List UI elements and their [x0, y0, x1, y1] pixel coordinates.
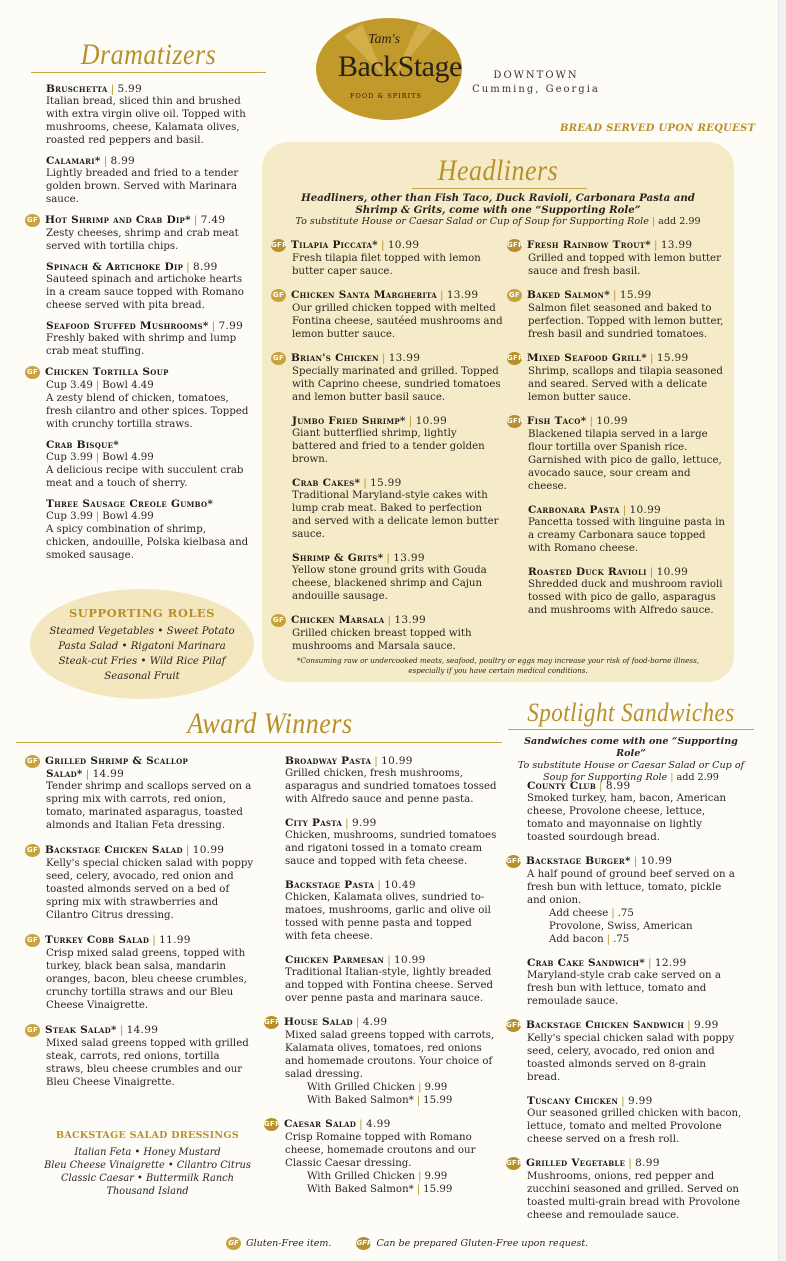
- menu-item-price: 10.99: [656, 566, 689, 578]
- menu-item-name: Bruschetta: [46, 83, 108, 95]
- menu-item-price: 7.99: [218, 320, 244, 332]
- menu-item-name: Crab Cake Sandwich*: [527, 957, 646, 969]
- menu-item-heading: GF Chicken Santa Margherita | 13.99: [272, 289, 479, 301]
- menu-item-description: Shredded duck and mushroom ravioli tossed with pico de gallo, asparagus and mushrooms with Alfredo sauce.: [528, 579, 723, 616]
- cup-price: Cup 3.49: [46, 380, 93, 391]
- legend-gf: Gluten-Free item.: [246, 1238, 332, 1249]
- award-left-list: [26, 755, 256, 1101]
- menu-item-name: Grilled Shrimp & Scallop Salad*: [45, 755, 189, 780]
- menu-item: [507, 352, 728, 404]
- gf-badge-icon: GF: [25, 1024, 40, 1037]
- addon-label: With Baked Salmon*: [307, 1184, 414, 1195]
- menu-item-name: Spinach & Artichoke Dip: [46, 261, 184, 273]
- menu-item-heading: Calamari* | 8.99: [46, 155, 136, 167]
- menu-item: [26, 934, 256, 1012]
- menu-item-price: 7.49: [200, 214, 226, 226]
- menu-item: [506, 855, 742, 946]
- menu-item: [46, 83, 251, 147]
- addon-price: .75: [613, 934, 630, 945]
- headliners-rule: [412, 188, 587, 189]
- sandwiches-rule: [508, 729, 754, 730]
- sandwiches-intro3-text: Soup for Supporting Role: [543, 772, 668, 783]
- menu-item-price: 9.99: [693, 1019, 719, 1031]
- menu-item: [272, 352, 504, 404]
- menu-item-name: Three Sausage Creole Gumbo*: [46, 498, 214, 510]
- menu-item-addon: With Baked Salmon* | 15.99: [307, 1095, 453, 1106]
- menu-item-addon: Add bacon | .75: [549, 934, 630, 945]
- menu-item: [26, 755, 256, 832]
- menu-item-name: Caesar Salad: [284, 1118, 357, 1130]
- menu-item-price: 10.99: [629, 504, 662, 516]
- menu-item: [46, 261, 251, 312]
- menu-item-name: Backstage Burger*: [526, 855, 631, 867]
- menu-item-price: 9.99: [628, 1095, 653, 1107]
- dressings-title: BACKSTAGE SALAD DRESSINGS: [56, 1130, 239, 1141]
- menu-item-heading: GF Steak Salad* | 14.99: [26, 1024, 159, 1036]
- menu-item: [292, 415, 504, 466]
- dramatizers-title: Dramatizers: [80, 37, 217, 72]
- addon-label: Add bacon: [549, 934, 604, 945]
- menu-item-description: Fresh tilapia filet topped with lemon butter caper sauce.: [292, 253, 481, 277]
- headliners-intro3-text: To substitute House or Caesar Salad or Cup of Soup for Supporting Role: [295, 216, 649, 227]
- menu-item-price: 14.99: [92, 768, 125, 780]
- menu-item-price: 10.99: [596, 415, 628, 427]
- gfr-badge-icon: GFR: [507, 352, 522, 365]
- menu-item-heading: GF Backstage Chicken Salad | 10.99: [26, 844, 225, 856]
- role-line: Steak-cut Fries • Wild Rice Pilaf: [58, 656, 226, 667]
- menu-item: [528, 566, 728, 617]
- menu-item-heading: GF Hot Shrimp and Crab Dip* | 7.49: [26, 214, 226, 226]
- menu-item-price: 13.99: [393, 552, 425, 564]
- menu-item-price: 10.99: [387, 239, 420, 251]
- gfr-badge-icon: GFR: [507, 239, 522, 252]
- warning-line1: *Consuming raw or undercooked meats, seafood, poultry or eggs may increase your risk of food-borne illness,: [296, 656, 700, 665]
- addon-label: Add cheese: [549, 908, 609, 919]
- menu-item-description: Our seasoned grilled chicken with bacon, lettuce, tomato and melted Provolone cheese served on a fresh roll.: [527, 1108, 742, 1145]
- menu-item-description: Mushrooms, onions, red pepper and zucchini seasoned and grilled. Served on toasted multi-grain bread with Provolone cheese and remoulade sauce.: [527, 1171, 741, 1221]
- headliners-intro3-price: add 2.99: [658, 216, 701, 227]
- menu-item-heading: County Club | 8.99: [527, 780, 631, 792]
- menu-item: [46, 439, 251, 490]
- addon-label: Provolone, Swiss, American: [549, 921, 693, 932]
- dressing-line: Italian Feta • Honey Mustard: [74, 1147, 221, 1158]
- menu-item-description: Mixed salad greens topped with grilled steak, carrots, red onions, tortilla straws, bleu cheese crumbles and our Bleu Cheese Vinaigrette.: [46, 1038, 249, 1088]
- award-winners-title-wrap: [150, 706, 390, 741]
- menu-item-heading: Broadway Pasta | 10.99: [285, 755, 413, 767]
- cup-bowl-prices: Cup 3.49 | Bowl 4.49: [46, 380, 154, 391]
- bread-note: BREAD SERVED UPON REQUEST: [560, 123, 756, 134]
- menu-item: [507, 239, 728, 278]
- menu-item-price: 10.99: [415, 415, 448, 427]
- menu-item-heading: GFR Backstage Chicken Sandwich | 9.99: [506, 1019, 719, 1031]
- menu-item: [26, 366, 251, 431]
- award-right-list: [264, 755, 497, 1207]
- gf-badge-icon: GF: [226, 1237, 241, 1250]
- menu-item-name: Turkey Cobb Salad: [45, 934, 150, 946]
- menu-item-heading: GFR Fresh Rainbow Trout* | 13.99: [507, 239, 693, 251]
- gf-badge-icon: GF: [25, 934, 40, 947]
- menu-item-price: 14.99: [126, 1024, 159, 1036]
- menu-item-description: Crisp Romaine topped with Romano cheese, homemade croutons and our Classic Caesar dressing.: [285, 1132, 476, 1169]
- menu-item: [528, 504, 728, 555]
- menu-item-name: Crab Cakes*: [292, 477, 361, 489]
- menu-item-heading: GFR Tilapia Piccata* | 10.99: [271, 239, 420, 251]
- dressing-line: Thousand Island: [106, 1186, 189, 1197]
- cup-price: Cup 3.99: [46, 452, 93, 463]
- menu-item-price: 4.99: [365, 1118, 391, 1130]
- menu-item-name: Calamari*: [46, 155, 101, 167]
- addon-label: With Grilled Chicken: [307, 1082, 416, 1093]
- menu-item-heading: GF Turkey Cobb Salad | 11.99: [26, 934, 191, 946]
- menu-item-heading: [46, 439, 251, 451]
- gf-badge-icon: GF: [271, 352, 286, 365]
- gfr-badge-icon: GFR: [264, 1016, 279, 1029]
- menu-item-description: Traditional Italian-style, lightly breaded and topped with Fontina cheese. Served over penne pasta and marinara sauce.: [285, 967, 493, 1004]
- menu-item: [527, 1095, 742, 1146]
- gf-badge-icon: GF: [271, 614, 286, 627]
- menu-item-heading: Spinach & Artichoke Dip | 8.99: [46, 261, 218, 273]
- gfr-badge-icon: GFR: [506, 1157, 521, 1170]
- menu-item-heading: Bruschetta | 5.99: [46, 83, 143, 95]
- menu-item-description: Mixed salad greens topped with carrots, Kalamata olives, tomatoes, red onions and homemade croutons. Your choice of salad dressing.: [285, 1030, 495, 1080]
- gfr-badge-icon: GFR: [356, 1237, 371, 1250]
- menu-item-price: 13.99: [388, 352, 421, 364]
- menu-item-name: Fish Taco*: [527, 415, 587, 427]
- menu-item-heading: [46, 498, 251, 510]
- sandwiches-list: [506, 780, 742, 1233]
- sandwiches-intro3: Soup for Supporting Role | add 2.99: [543, 772, 719, 783]
- menu-item: [285, 817, 497, 868]
- menu-item-heading: GF Chicken Marsala | 13.99: [272, 614, 426, 626]
- menu-item-name: Backstage Chicken Sandwich: [526, 1019, 685, 1031]
- menu-item-name: Backstage Pasta: [285, 879, 375, 891]
- menu-item-heading: Crab Cakes* | 15.99: [292, 477, 402, 489]
- menu-item-heading: Roasted Duck Ravioli | 10.99: [528, 566, 689, 578]
- menu-item-heading: GF Baked Salmon* | 15.99: [508, 289, 652, 301]
- addon-price: 15.99: [423, 1095, 453, 1106]
- menu-item: [508, 289, 728, 341]
- menu-item: [264, 1118, 497, 1196]
- sandwiches-intro3-price: add 2.99: [676, 772, 719, 783]
- menu-item-price: 10.49: [384, 879, 416, 891]
- menu-item-name: Carbonara Pasta: [528, 504, 620, 516]
- bowl-price: Bowl 4.49: [102, 380, 154, 391]
- cup-price: Cup 3.99: [46, 511, 93, 522]
- menu-item-description: Grilled chicken breast topped with mushrooms and Marsala sauce.: [292, 628, 472, 652]
- bowl-price: Bowl 4.99: [102, 511, 154, 522]
- menu-item-name: Crab Bisque*: [46, 439, 120, 451]
- menu-item-heading: GF Grilled Shrimp & Scallop Salad* | 14.99: [26, 755, 189, 780]
- menu-item-description: Freshly baked with shrimp and lump crab meat stuffing.: [46, 333, 237, 357]
- menu-item-description: Shrimp, scallops and tilapia seasoned and seared. Served with a delicate lemon butter sauce.: [528, 366, 723, 403]
- menu-item-description: Smoked turkey, ham, bacon, American cheese, Provolone cheese, lettuce, tomato and mayonnaise on lightly toasted sourdough bread.: [527, 793, 727, 843]
- menu-item-heading: Backstage Pasta | 10.49: [285, 879, 416, 891]
- dressings-list: [40, 1146, 255, 1198]
- menu-item: [285, 879, 497, 943]
- menu-item-name: Grilled Vegetable: [526, 1157, 626, 1169]
- role-line: Seasonal Fruit: [104, 671, 180, 682]
- menu-item-heading: GFR House Salad | 4.99: [264, 1016, 388, 1028]
- menu-item-heading: Seafood Stuffed Mushrooms* | 7.99: [46, 320, 244, 332]
- gf-badge-icon: GF: [25, 844, 40, 857]
- menu-item-price: 8.99: [605, 780, 631, 792]
- headliners-left-list: [271, 239, 504, 664]
- menu-item-description: A zesty blend of chicken, tomatoes, fresh cilantro and other spices. Topped with crunchy tortilla straws.: [46, 393, 249, 430]
- menu-item-price: 10.99: [394, 954, 426, 966]
- menu-item-name: Chicken Parmesan: [285, 954, 385, 966]
- menu-item-description: Crisp mixed salad greens, topped with turkey, black bean salsa, mandarin oranges, bacon, bleu cheese crumbles, crunchy tortilla straws and our Bleu Cheese Vinaigrette.: [46, 948, 247, 1011]
- menu-item-price: 8.99: [110, 155, 136, 167]
- menu-item-price: 8.99: [635, 1157, 660, 1169]
- menu-item-description: Zesty cheeses, shrimp and crab meat served with tortilla chips.: [46, 228, 239, 252]
- menu-item-description: Specially marinated and grilled. Topped with Caprino cheese, sundried tomatoes and lemon butter basil sauce.: [292, 366, 501, 403]
- gf-badge-icon: GF: [25, 366, 40, 379]
- menu-item-price: 13.99: [394, 614, 426, 626]
- addon-price: 9.99: [424, 1082, 448, 1093]
- menu-item: [26, 1024, 256, 1089]
- dramatizers-list: [26, 83, 251, 562]
- menu-item: [292, 477, 504, 541]
- role-line: Pasta Salad • Rigatoni Marinara: [58, 641, 226, 652]
- menu-item-name: Broadway Pasta: [285, 755, 372, 767]
- menu-item-heading: GFR Mixed Seafood Grill* | 15.99: [507, 352, 689, 364]
- menu-item-addon: [527, 920, 742, 933]
- legend: [226, 1237, 606, 1250]
- menu-item-price: 9.99: [351, 817, 377, 829]
- menu-item: [506, 1019, 742, 1084]
- menu-item-name: City Pasta: [285, 817, 343, 829]
- menu-item: [272, 614, 504, 653]
- menu-item: [264, 1016, 497, 1107]
- menu-item-name: Mixed Seafood Grill*: [527, 352, 648, 364]
- headliners-warning: [272, 656, 724, 676]
- menu-item-description: Maryland-style crab cake served on a fresh bun with lettuce, tomato and remoulade sauce.: [527, 970, 721, 1007]
- menu-item-price: 15.99: [619, 289, 652, 301]
- menu-item-name: Fresh Rainbow Trout*: [527, 239, 651, 251]
- menu-item-description: Italian bread, sliced thin and brushed with extra virgin olive oil. Topped with mushrooms, cheese, Kalamata olives, roasted red peppers and basil.: [46, 96, 246, 146]
- menu-item-name: House Salad: [284, 1016, 353, 1028]
- role-line: Steamed Vegetables • Sweet Potato: [49, 626, 235, 637]
- menu-item-name: Backstage Chicken Salad: [45, 844, 183, 856]
- menu-item: [26, 214, 251, 253]
- menu-item-description: Yellow stone ground grits with Gouda cheese, blackened shrimp and Cajun andouille sausage.: [292, 565, 487, 602]
- menu-item: [507, 415, 728, 493]
- menu-item: [26, 844, 256, 922]
- gfr-badge-icon: GFR: [506, 855, 521, 868]
- menu-item: [292, 552, 504, 603]
- salad-dressings: [40, 1130, 255, 1198]
- gf-badge-icon: GF: [25, 214, 40, 227]
- menu-item-price: 5.99: [117, 83, 143, 95]
- menu-item-price: 10.99: [381, 755, 413, 767]
- menu-item-price: 8.99: [193, 261, 218, 273]
- menu-item: [506, 1157, 742, 1222]
- gfr-badge-icon: GFR: [264, 1118, 279, 1131]
- menu-item-heading: [26, 366, 251, 379]
- menu-item-heading: Jumbo Fried Shrimp* | 10.99: [292, 415, 448, 427]
- cup-bowl-prices: Cup 3.99 | Bowl 4.99: [46, 452, 154, 463]
- menu-item: [285, 755, 497, 806]
- sandwiches-intro: [516, 736, 746, 784]
- menu-item-name: Tuscany Chicken: [527, 1095, 619, 1107]
- sandwiches-intro1: Sandwiches come with one “Supporting Role”: [524, 736, 738, 759]
- menu-item-price: 15.99: [370, 477, 402, 489]
- logo-main: BackStage: [338, 50, 462, 83]
- menu-item-name: Chicken Santa Margherita: [291, 289, 437, 301]
- sandwiches-intro2: To substitute House or Caesar Salad or Cup of: [517, 760, 745, 771]
- menu-item-addon: With Baked Salmon* | 15.99: [307, 1184, 453, 1195]
- menu-item: [527, 780, 742, 844]
- menu-item-name: Shrimp & Grits*: [292, 552, 384, 564]
- menu-item-name: Steak Salad*: [45, 1024, 117, 1036]
- headliners-intro: [282, 192, 714, 227]
- menu-item-price: 13.99: [446, 289, 479, 301]
- supporting-roles-list: [30, 624, 254, 684]
- menu-item-heading: Crab Cake Sandwich* | 12.99: [527, 957, 687, 969]
- menu-item-name: Roasted Duck Ravioli: [528, 566, 647, 578]
- menu-item-description: A half pound of ground beef served on a fresh bun with lettuce, tomato, pickle and onion.: [527, 869, 735, 906]
- menu-item-description: Pancetta tossed with linguine pasta in a creamy Carbonara sauce topped with Romano cheese.: [528, 517, 725, 554]
- headliners-section: [262, 142, 734, 682]
- menu-item-description: Blackened tilapia served in a large flour tortilla over Spanish rice. Garnished with pico de gallo, lettuce, avocado sauce, sour cream and cheese.: [528, 429, 722, 492]
- addon-label: With Baked Salmon*: [307, 1095, 414, 1106]
- scrollbar-track[interactable]: [778, 0, 786, 1261]
- menu-item: [46, 498, 251, 562]
- menu-item: [271, 239, 504, 278]
- menu-item-price: 4.99: [362, 1016, 388, 1028]
- menu-item-heading: GFR Caesar Salad | 4.99: [264, 1118, 391, 1130]
- menu-item-price: 11.99: [159, 934, 191, 946]
- menu-item: [46, 155, 251, 206]
- headliners-intro2: Shrimp & Grits, come with one “Supporting Role”: [355, 204, 641, 216]
- logo: [314, 16, 464, 122]
- menu-item-price: 12.99: [654, 957, 687, 969]
- supporting-roles-title: SUPPORTING ROLES: [68, 606, 215, 620]
- menu-item: [46, 320, 251, 358]
- menu-item-description: Sauteed spinach and artichoke hearts in a cream sauce topped with Romano cheese served with pita bread.: [46, 274, 244, 311]
- menu-item-name: Brian's Chicken: [291, 352, 379, 364]
- menu-item-description: Grilled and topped with lemon butter sauce and fresh basil.: [528, 253, 721, 277]
- gfr-badge-icon: GFR: [271, 239, 286, 252]
- menu-item-description: Salmon filet seasoned and baked to perfection. Topped with lemon butter, fresh basil and sundried tomatoes.: [528, 303, 724, 340]
- menu-item: [272, 289, 504, 341]
- menu-item-name: County Club: [527, 780, 597, 792]
- menu-item-description: Our grilled chicken topped with melted Fontina cheese, sautéed mushrooms and lemon butter sauce.: [292, 303, 503, 340]
- menu-item-name: Chicken Marsala: [291, 614, 385, 626]
- addon-price: 9.99: [424, 1171, 448, 1182]
- logo-tag: FOOD & SPIRITS: [350, 92, 422, 100]
- menu-item-name: Seafood Stuffed Mushrooms*: [46, 320, 209, 332]
- location-line1: DOWNTOWN: [493, 70, 579, 81]
- menu-item-heading: GFR Grilled Vegetable | 8.99: [506, 1157, 660, 1169]
- award-winners-title: Award Winners: [187, 706, 353, 741]
- gf-badge-icon: GF: [271, 289, 286, 302]
- gfr-badge-icon: GFR: [507, 415, 522, 428]
- menu-item-price: 13.99: [660, 239, 693, 251]
- menu-item-description: A delicious recipe with succulent crab meat and a touch of sherry.: [46, 465, 244, 489]
- dressing-line: Classic Caesar • Buttermilk Ranch: [61, 1173, 234, 1184]
- menu-item: [527, 957, 742, 1008]
- menu-item-addon: Add cheese | .75: [549, 908, 634, 919]
- menu-item-heading: Shrimp & Grits* | 13.99: [292, 552, 425, 564]
- logo-top: Tam's: [368, 32, 401, 47]
- menu-item-name: Hot Shrimp and Crab Dip*: [45, 214, 191, 226]
- menu-item-heading: Tuscany Chicken | 9.99: [527, 1095, 653, 1107]
- location: [466, 70, 606, 95]
- headliners-title: Headliners: [437, 153, 559, 188]
- menu-item-name: Baked Salmon*: [527, 289, 611, 301]
- cup-bowl-prices: Cup 3.99 | Bowl 4.99: [46, 511, 154, 522]
- menu-item-description: Lightly breaded and fried to a tender golden brown. Served with Marinara sauce.: [46, 168, 239, 205]
- menu-item-heading: GF Brian's Chicken | 13.99: [272, 352, 421, 364]
- menu-item-heading: Chicken Parmesan | 10.99: [285, 954, 426, 966]
- menu-item-description: Kelly's special chicken salad with poppy seed, celery, avocado, red onion and toasted almonds served on 8-grain bread.: [527, 1033, 735, 1083]
- menu-item-description: Chicken, Kalamata olives, sundried to-matoes, mushrooms, garlic and olive oil tossed with penne pasta and topped with feta cheese.: [285, 892, 491, 942]
- bowl-price: Bowl 4.99: [102, 452, 154, 463]
- addon-price: .75: [617, 908, 634, 919]
- headliners-intro3: To substitute House or Caesar Salad or Cup of Soup for Supporting Role | add 2.99: [295, 216, 701, 227]
- dressing-line: Bleu Cheese Vinaigrette • Cilantro Citrus: [44, 1160, 251, 1171]
- award-winners-rule: [16, 742, 502, 743]
- headliners-right-list: [507, 239, 728, 628]
- headliners-intro1: Headliners, other than Fish Taco, Duck Ravioli, Carbonara Pasta and: [301, 192, 695, 204]
- menu-item-description: Grilled chicken, fresh mushrooms, asparagus and sundried tomatoes tossed with Alfredo sauce and penne pasta.: [285, 768, 497, 805]
- dramatizers-section: [26, 37, 251, 570]
- menu-item-addon: With Grilled Chicken | 9.99: [307, 1082, 448, 1093]
- addon-price: 15.99: [423, 1184, 453, 1195]
- menu-item-price: 10.99: [640, 855, 673, 867]
- menu-item-description: Tender shrimp and scallops served on a spring mix with carrots, red onion, tomato, marinated asparagus, toasted almonds and Italian Feta dressing.: [46, 781, 252, 831]
- menu-item-name: Jumbo Fried Shrimp*: [292, 415, 406, 427]
- menu-item-heading: Carbonara Pasta | 10.99: [528, 504, 662, 516]
- menu-item-heading: GFR Backstage Burger* | 10.99: [506, 855, 673, 867]
- menu-item-name: Chicken Tortilla Soup: [45, 366, 169, 378]
- menu-item-description: Giant butterflied shrimp, lightly battered and fried to a tender golden brown.: [292, 428, 485, 465]
- legend-gfr: Can be prepared Gluten-Free upon request.: [376, 1238, 589, 1249]
- menu-item-description: Kelly's special chicken salad with poppy seed, celery, avocado, red onion and toasted almonds served on a bed of spring mix with strawberries and Cilantro Citrus dressing.: [46, 858, 254, 921]
- menu-item-price: 10.99: [192, 844, 225, 856]
- gf-badge-icon: GF: [507, 289, 522, 302]
- gfr-badge-icon: GFR: [506, 1019, 521, 1032]
- menu-item-description: Chicken, mushrooms, sundried tomatoes and rigatoni tossed in a tomato cream sauce and topped with feta cheese.: [285, 830, 497, 867]
- sandwiches-title: Spotlight Sandwiches: [527, 698, 735, 727]
- location-line2: Cumming, Georgia: [472, 84, 600, 95]
- menu-item-heading: GFR Fish Taco* | 10.99: [507, 415, 628, 427]
- menu-item-addon: With Grilled Chicken | 9.99: [307, 1171, 448, 1182]
- warning-line2: especially if you have certain medical conditions.: [408, 666, 588, 675]
- menu-item-name: Tilapia Piccata*: [291, 239, 378, 251]
- addon-label: With Grilled Chicken: [307, 1171, 416, 1182]
- menu-item-description: A spicy combination of shrimp, chicken, andouille, Polska kielbasa and smoked sausage.: [46, 524, 249, 561]
- menu-item: [285, 954, 497, 1005]
- supporting-roles: [30, 589, 254, 699]
- menu-item-price: 15.99: [656, 352, 689, 364]
- menu-item-heading: City Pasta | 9.99: [285, 817, 377, 829]
- menu-item-description: Traditional Maryland-style cakes with lump crab meat. Baked to perfection and served with a delicate lemon butter sauce.: [292, 490, 499, 540]
- gf-badge-icon: GF: [25, 755, 40, 768]
